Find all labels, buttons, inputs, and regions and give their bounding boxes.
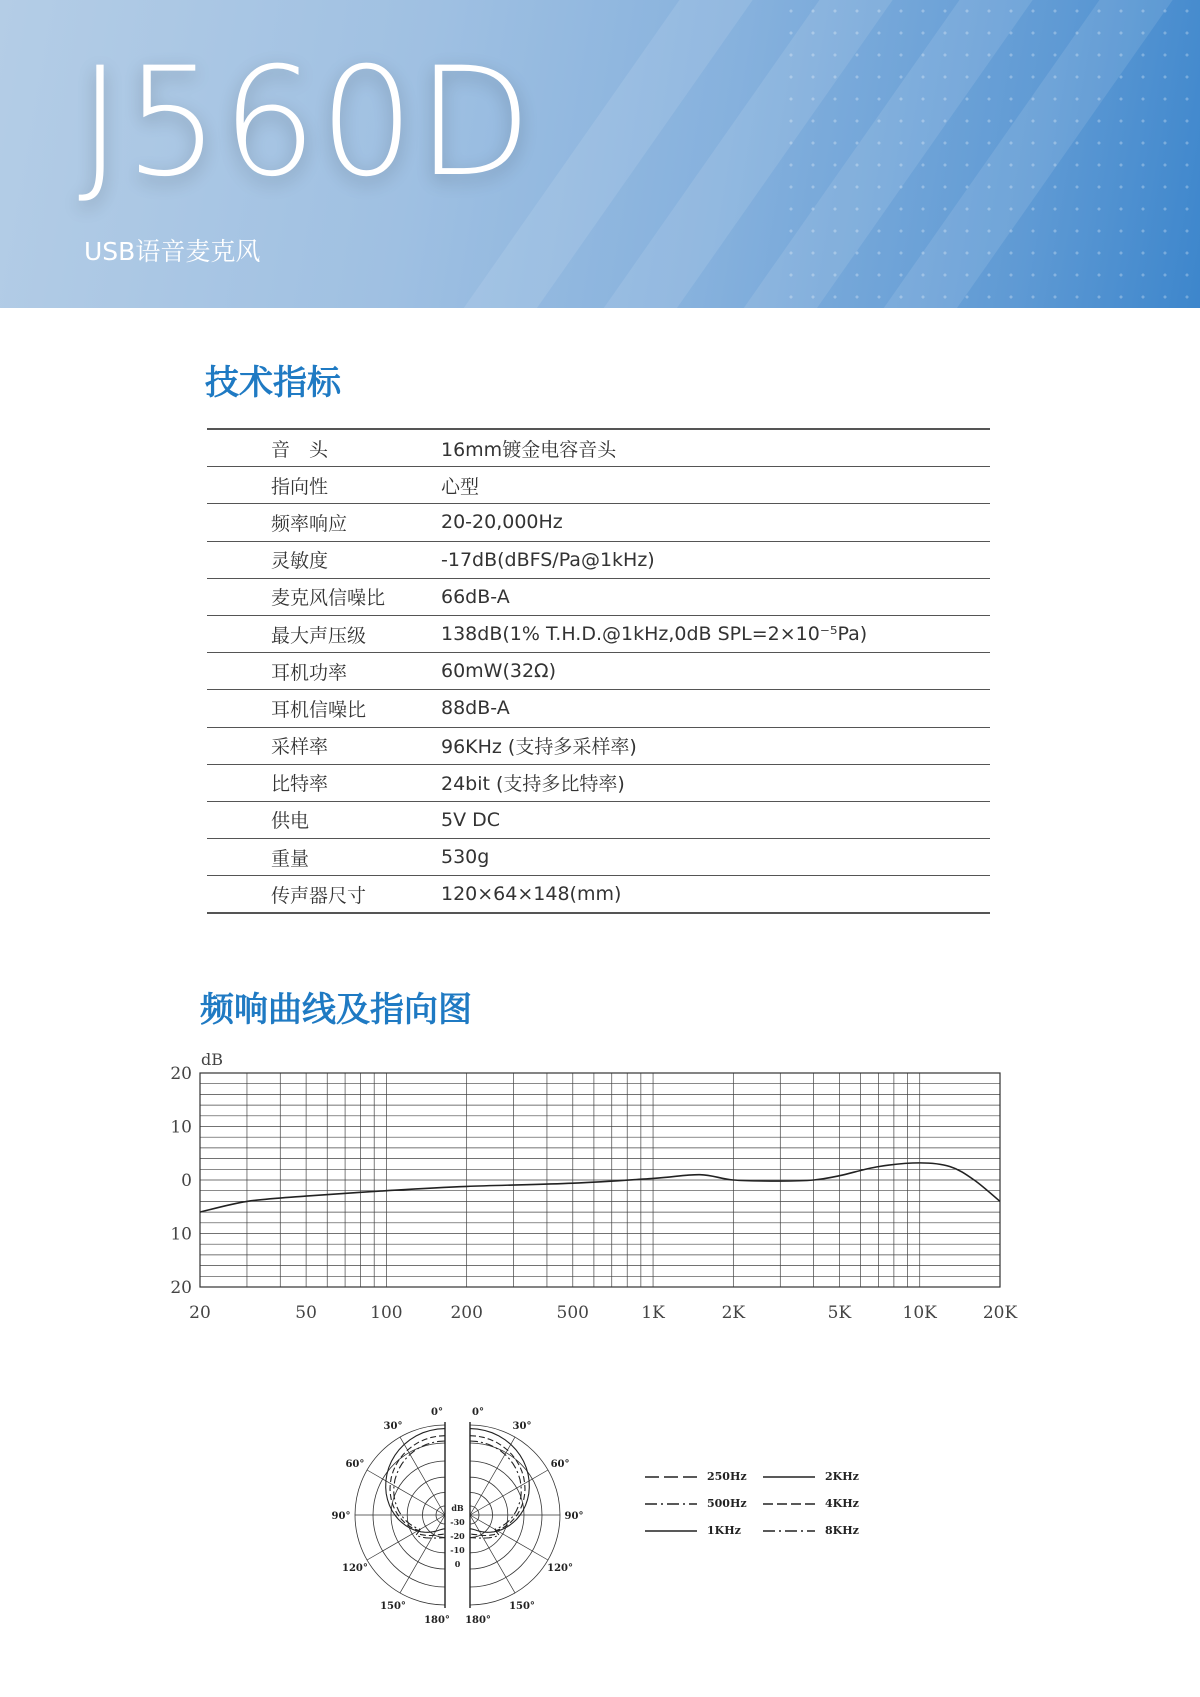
polar-spoke xyxy=(400,1437,445,1515)
spec-value: 88dB-A xyxy=(421,690,990,727)
spec-label: 耳机信噪比 xyxy=(207,690,421,727)
legend-label: 8KHz xyxy=(825,1524,859,1537)
legend-item xyxy=(645,1524,741,1537)
spec-label: 麦克风信噪比 xyxy=(207,578,421,615)
dot-pattern xyxy=(780,0,1200,308)
spec-row xyxy=(207,839,990,876)
spec-row xyxy=(207,801,990,838)
polar-half-left xyxy=(332,1407,450,1626)
spec-value: 96KHz (支持多采样率) xyxy=(421,727,990,764)
chart-grid xyxy=(200,1073,1000,1287)
angle-label: 120° xyxy=(547,1563,574,1574)
spec-value: 20-20,000Hz xyxy=(421,504,990,541)
angle-label: 180° xyxy=(465,1615,491,1626)
legend-item xyxy=(645,1497,747,1510)
spec-row xyxy=(207,764,990,801)
x-tick-label: 20 xyxy=(189,1303,211,1323)
spec-label: 供电 xyxy=(207,801,421,838)
legend-label: 500Hz xyxy=(707,1497,747,1510)
spec-label: 最大声压级 xyxy=(207,615,421,652)
spec-row xyxy=(207,429,990,467)
x-tick-label: 200 xyxy=(450,1303,483,1323)
spec-label: 频率响应 xyxy=(207,504,421,541)
angle-label: 0° xyxy=(431,1407,443,1418)
header-banner xyxy=(0,0,1200,308)
polar-spoke xyxy=(367,1515,445,1560)
legend-line xyxy=(645,1528,697,1534)
angle-label: 30° xyxy=(512,1420,532,1432)
legend-line xyxy=(645,1501,697,1507)
angle-label: 120° xyxy=(341,1563,368,1574)
spec-value: -17dB(dBFS/Pa@1kHz) xyxy=(421,541,990,578)
legend-item xyxy=(763,1470,859,1483)
spec-label: 传声器尺寸 xyxy=(271,884,367,907)
legend-label: 2KHz xyxy=(825,1470,859,1483)
x-tick-label: 100 xyxy=(370,1303,403,1323)
spec-value: 5V DC xyxy=(421,801,990,838)
radial-label: -30 xyxy=(450,1517,465,1527)
legend-label: 1KHz xyxy=(707,1524,741,1537)
legend-item xyxy=(763,1497,859,1510)
spec-value: 16mm镀金电容音头 xyxy=(421,429,990,467)
spec-label: 指向性 xyxy=(207,467,421,504)
spec-row xyxy=(207,690,990,727)
angle-label: 180° xyxy=(424,1615,450,1626)
spec-label: 采样率 xyxy=(207,727,421,764)
polar-spoke xyxy=(470,1470,548,1515)
legend-line xyxy=(645,1474,697,1480)
frequency-response-chart xyxy=(160,1040,1030,1330)
spec-row xyxy=(207,653,990,690)
y-tick-label: 0 xyxy=(181,1171,192,1191)
spec-table xyxy=(207,428,990,914)
x-tick-label: 5K xyxy=(827,1303,852,1323)
spec-value: 66dB-A xyxy=(421,578,990,615)
polar-spoke xyxy=(470,1437,515,1515)
spec-row xyxy=(207,467,990,504)
spec-row xyxy=(207,615,990,652)
spec-row xyxy=(207,504,990,541)
spec-row xyxy=(207,578,990,615)
legend-line xyxy=(763,1474,815,1480)
angle-label: 60° xyxy=(345,1459,365,1470)
polar-spoke xyxy=(470,1515,548,1560)
spec-label: 灵敏度 xyxy=(207,541,421,578)
legend-label: 4KHz xyxy=(825,1497,859,1510)
y-tick-label: 10 xyxy=(170,1117,192,1138)
y-tick-label: 20 xyxy=(170,1278,192,1298)
legend-line xyxy=(763,1528,815,1534)
radial-label: -10 xyxy=(450,1545,465,1555)
specs-title: 技术指标 xyxy=(205,363,341,403)
spec-label: 音 头 xyxy=(207,429,421,467)
spec-value: 60mW(32Ω) xyxy=(421,653,990,690)
spec-label: 比特率 xyxy=(207,764,421,801)
angle-label: 150° xyxy=(509,1601,535,1613)
spec-row xyxy=(207,541,990,578)
spec-value: 530g xyxy=(421,839,990,876)
legend-item xyxy=(763,1524,859,1537)
angle-label: 90° xyxy=(331,1511,351,1522)
angle-label: 30° xyxy=(383,1420,403,1432)
spec-row xyxy=(207,727,990,764)
y-tick-label: 10 xyxy=(170,1224,192,1245)
x-tick-label: 20K xyxy=(982,1303,1018,1323)
response-curve xyxy=(200,1163,1000,1212)
spec-value: 120×64×148(mm) xyxy=(441,883,622,906)
y-axis-label: dB xyxy=(201,1050,223,1069)
x-tick-label: 2K xyxy=(721,1303,746,1323)
spec-value: 24bit (支持多比特率) xyxy=(421,764,990,801)
radial-label: -20 xyxy=(450,1531,465,1541)
product-subtitle: USB语音麦克风 xyxy=(84,237,261,266)
x-tick-label: 10K xyxy=(902,1303,937,1323)
angle-label: 60° xyxy=(550,1459,570,1470)
x-tick-label: 500 xyxy=(556,1303,590,1323)
legend-label: 250Hz xyxy=(707,1470,747,1483)
angle-label: 90° xyxy=(564,1511,584,1522)
polar-spoke xyxy=(367,1470,445,1515)
angle-label: 150° xyxy=(380,1601,406,1613)
legend-line xyxy=(763,1501,815,1507)
polar-half-right xyxy=(465,1407,583,1626)
model-title: J560D xyxy=(78,36,535,210)
spec-row xyxy=(207,876,990,914)
spec-value: 心型 xyxy=(421,467,990,504)
x-tick-label: 1K xyxy=(641,1303,665,1323)
spec-value: 138dB(1% T.H.D.@1kHz,0dB SPL=2×10⁻⁵Pa) xyxy=(421,615,990,652)
radial-label: 0 xyxy=(454,1559,461,1569)
curves-title: 频响曲线及指向图 xyxy=(200,990,472,1030)
angle-label: 0° xyxy=(472,1407,484,1418)
y-tick-label: 20 xyxy=(170,1064,192,1084)
legend-item xyxy=(645,1470,747,1483)
spec-label: 耳机功率 xyxy=(207,653,421,690)
polar-pattern-chart xyxy=(320,1400,620,1630)
x-tick-label: 50 xyxy=(295,1303,317,1323)
spec-label: 重量 xyxy=(207,839,421,876)
radial-label: dB xyxy=(451,1503,464,1513)
